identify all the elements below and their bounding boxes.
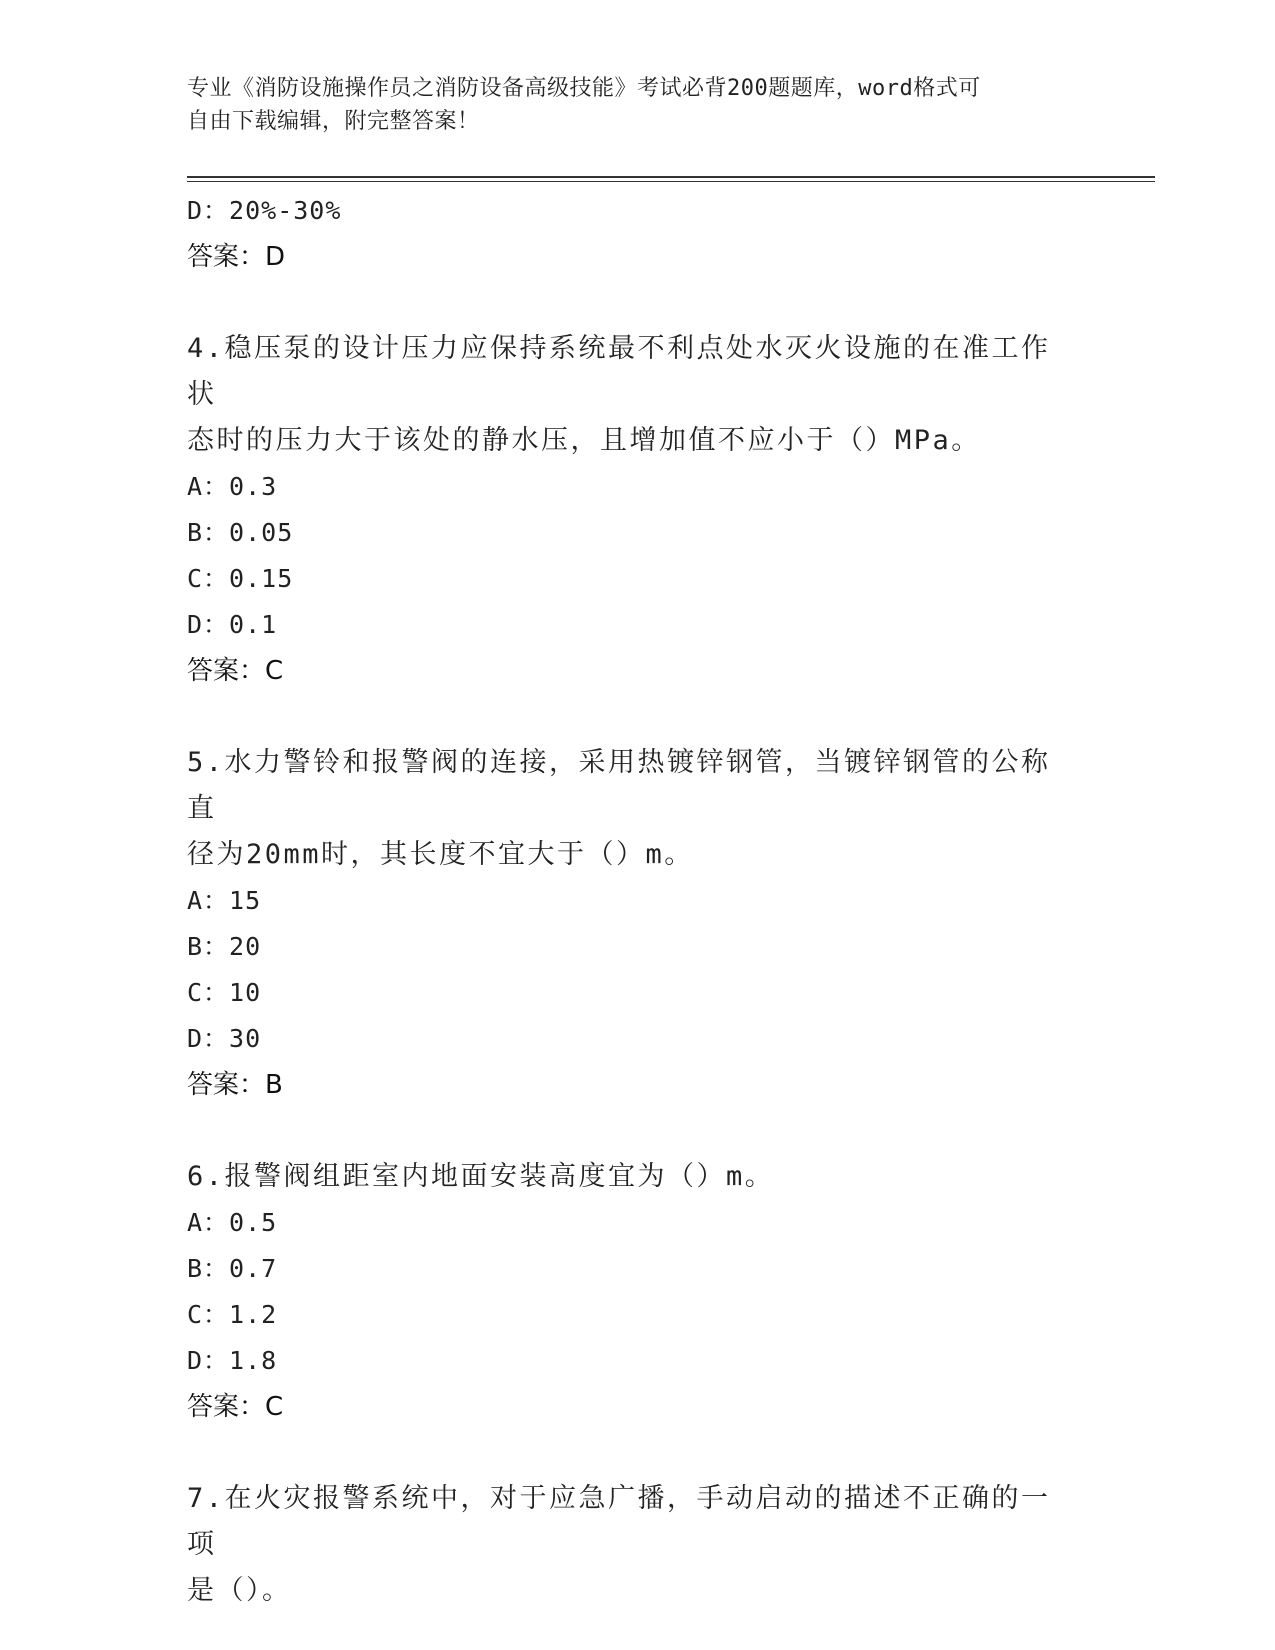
question-list: [187, 188, 1067, 1614]
question-4: [187, 326, 1067, 694]
question-stem-line-1: 6.报警阀组距室内地面安装高度宜为（）m。: [187, 1161, 775, 1192]
option-d: D：20%-30%: [187, 196, 342, 225]
header-line-2: 自由下载编辑，附完整答案！: [187, 109, 480, 134]
question-stem-line-2: 是（）。: [187, 1575, 292, 1606]
option-d: D：1.8: [187, 1346, 278, 1375]
option-b: B：20: [187, 932, 262, 961]
answer-line: 答案：D: [187, 242, 286, 272]
prev-question-tail: [187, 188, 1067, 280]
question-stem-line-2: 态时的压力大于该处的静水压，且增加值不应小于（）MPa。: [187, 425, 981, 456]
option-a: A：0.5: [187, 1208, 278, 1237]
question-stem-line-1: 7.在火灾报警系统中，对于应急广播，手动启动的描述不正确的一项: [187, 1483, 1051, 1560]
question-7: [187, 1476, 1067, 1614]
option-b: B：0.05: [187, 518, 294, 547]
option-d: D：30: [187, 1024, 262, 1053]
question-5: [187, 740, 1067, 1108]
header-divider-thick: [187, 176, 1155, 178]
answer-line: 答案：B: [187, 1070, 283, 1100]
option-b: B：0.7: [187, 1254, 278, 1283]
answer-line: 答案：C: [187, 1392, 284, 1422]
question-stem-line-1: 4.稳压泵的设计压力应保持系统最不利点处水灭火设施的在准工作状: [187, 333, 1051, 410]
header-divider-thin: [187, 181, 1155, 182]
option-a: A：0.3: [187, 472, 278, 501]
option-c: C：1.2: [187, 1300, 278, 1329]
option-d: D：0.1: [187, 610, 278, 639]
answer-line: 答案：C: [187, 656, 284, 686]
option-c: C：0.15: [187, 564, 294, 593]
option-c: C：10: [187, 978, 262, 1007]
question-6: [187, 1154, 1067, 1430]
header-line-1: 专业《消防设施操作员之消防设备高级技能》考试必背200题题库，word格式可: [187, 76, 981, 101]
option-a: A：15: [187, 886, 262, 915]
question-stem-line-1: 5.水力警铃和报警阀的连接，采用热镀锌钢管，当镀锌钢管的公称直: [187, 747, 1051, 824]
question-stem-line-2: 径为20mm时，其长度不宜大于（）m。: [187, 839, 694, 870]
document-header: [187, 72, 1067, 138]
